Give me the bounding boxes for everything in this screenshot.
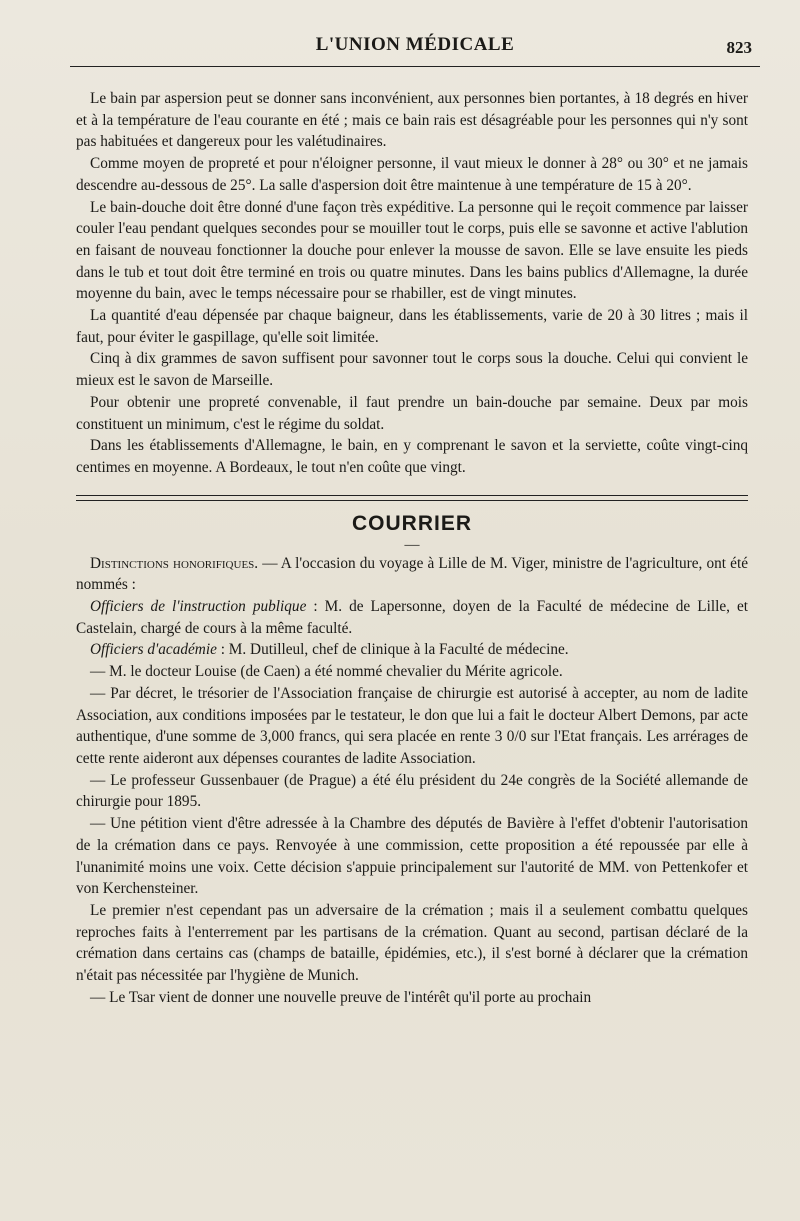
section-dash: — (404, 536, 420, 553)
page-body (76, 88, 748, 1008)
paragraph-text: — A l'occasion du voyage à Lille de M. Viger, ministre de l'agriculture, ont été nommés : (76, 554, 748, 594)
run-in-heading: Distinctions honorifiques. (90, 554, 259, 572)
paragraph: Le bain par aspersion peut se donner sans inconvénient, aux personnes bien portantes, à 18 degrés en hiver et à la température de l'eau courante en été ; mais ce bain rais est désagréable pour les personnes qui n'y sont pas habituées et dangereux pour les valétudinaires. (76, 90, 748, 151)
section-divider (76, 495, 748, 501)
paragraph: — Par décret, le trésorier de l'Association française de chirurgie est autorisé à accepter, au nom de ladite Association, aux conditions imposées par le testateur, le don que lui a fait le docteur Albert Demons, par acte authentique, d'une somme de 3,000 francs, qui sera placée en rente 3 0/0 sur l'Etat français. Les arrérages de cette rente aideront aux dépenses courantes de ladite Association. (76, 684, 748, 767)
paragraph (76, 553, 748, 596)
paragraph: Cinq à dix grammes de savon suffisent pour savonner tout le corps sous la douche. Celui qui convient le mieux est le savon de Marseille. (76, 350, 748, 390)
page-header (70, 30, 760, 70)
paragraph: Pour obtenir une propreté convenable, il faut prendre un bain-douche par semaine. Deux par mois constituent un minimum, c'est le régime du soldat. (76, 393, 748, 433)
run-in-heading: Officiers d'académie (90, 641, 217, 659)
paragraph: — Le Tsar vient de donner une nouvelle preuve de l'intérêt qu'il porte au prochain (90, 988, 592, 1006)
paragraph: Le premier n'est cependant pas un adversaire de la crémation ; mais il a seulement combattu quelques reproches faits à l'enterrement par les partisans de la crémation. Quant au second, partisan déclaré de la crémation dans certains cas (champs de bataille, épidémies, etc.), il s'est borné à déclarer que la crémation n'était pas nécessitée par l'hygiène de Munich. (76, 901, 748, 985)
run-in-heading: Officiers de l'instruction publique (90, 598, 307, 616)
paragraph: — Une pétition vient d'être adressée à la Chambre des députés de Bavière à l'effet d'obtenir l'autorisation de la crémation dans ce pays. Renvoyée à une commission, cette proposition a été repoussée par elle à l'unanimité moins une voix. Cette décision s'appuie principalement sur l'autorité de MM. von Pettenkofer et von Kerchensteiner. (76, 815, 748, 898)
paragraph-text: : M. de Lapersonne, doyen de la Faculté de médecine de Lille, et Castelain, chargé de cours à la même faculté. (76, 598, 748, 637)
header-rule (70, 66, 760, 67)
paragraph: La quantité d'eau dépensée par chaque baigneur, dans les établissements, varie de 20 à 30 litres ; mais il faut, pour éviter le gaspillage, qu'elle soit limitée. (76, 307, 748, 346)
paragraph: — M. le docteur Louise (de Caen) a été nommé chevalier du Mérite agricole. (90, 663, 563, 681)
paragraph-text: : M. Dutilleul, chef de clinique à la Faculté de médecine. (216, 641, 569, 659)
paragraph (76, 639, 748, 661)
paragraph: — Le professeur Gussenbauer (de Prague) a été élu président du 24e congrès de la Société allemande de chirurgie pour 1895. (76, 771, 748, 811)
paragraph (76, 596, 748, 639)
running-title: L'UNION MÉDICALE (315, 34, 515, 55)
paragraph: Comme moyen de propreté et pour n'éloigner personne, il vaut mieux le donner à 28° ou 30° et ne jamais descendre au-dessous de 25°. La salle d'aspersion doit être maintenue à une température de 15 à 20°. (76, 155, 748, 194)
page-number: 823 (726, 38, 752, 57)
paragraph: Dans les établissements d'Allemagne, le bain, en y comprenant le savon et la serviette, coûte vingt-cinq centimes en moyenne. A Bordeaux, le tout n'en coûte que vingt. (76, 437, 748, 476)
section-title: COURRIER (351, 511, 472, 535)
paragraph: Le bain-douche doit être donné d'une façon très expéditive. La personne qui le reçoit commence par laisser couler l'eau pendant quelques secondes pour se mouiller tout le corps, puis elle se savonne et active l'ablution en faisant de nouveau fonctionner la douche pour enlever la mousse de savon. Elle se lave ensuite les pieds dans le tub et tout doit être terminé en trois ou quatre minutes. Dans les bains publics d'Allemagne, la durée moyenne du bain, avec le temps nécessaire pour se rhabiller, est de vingt minutes. (76, 198, 748, 303)
